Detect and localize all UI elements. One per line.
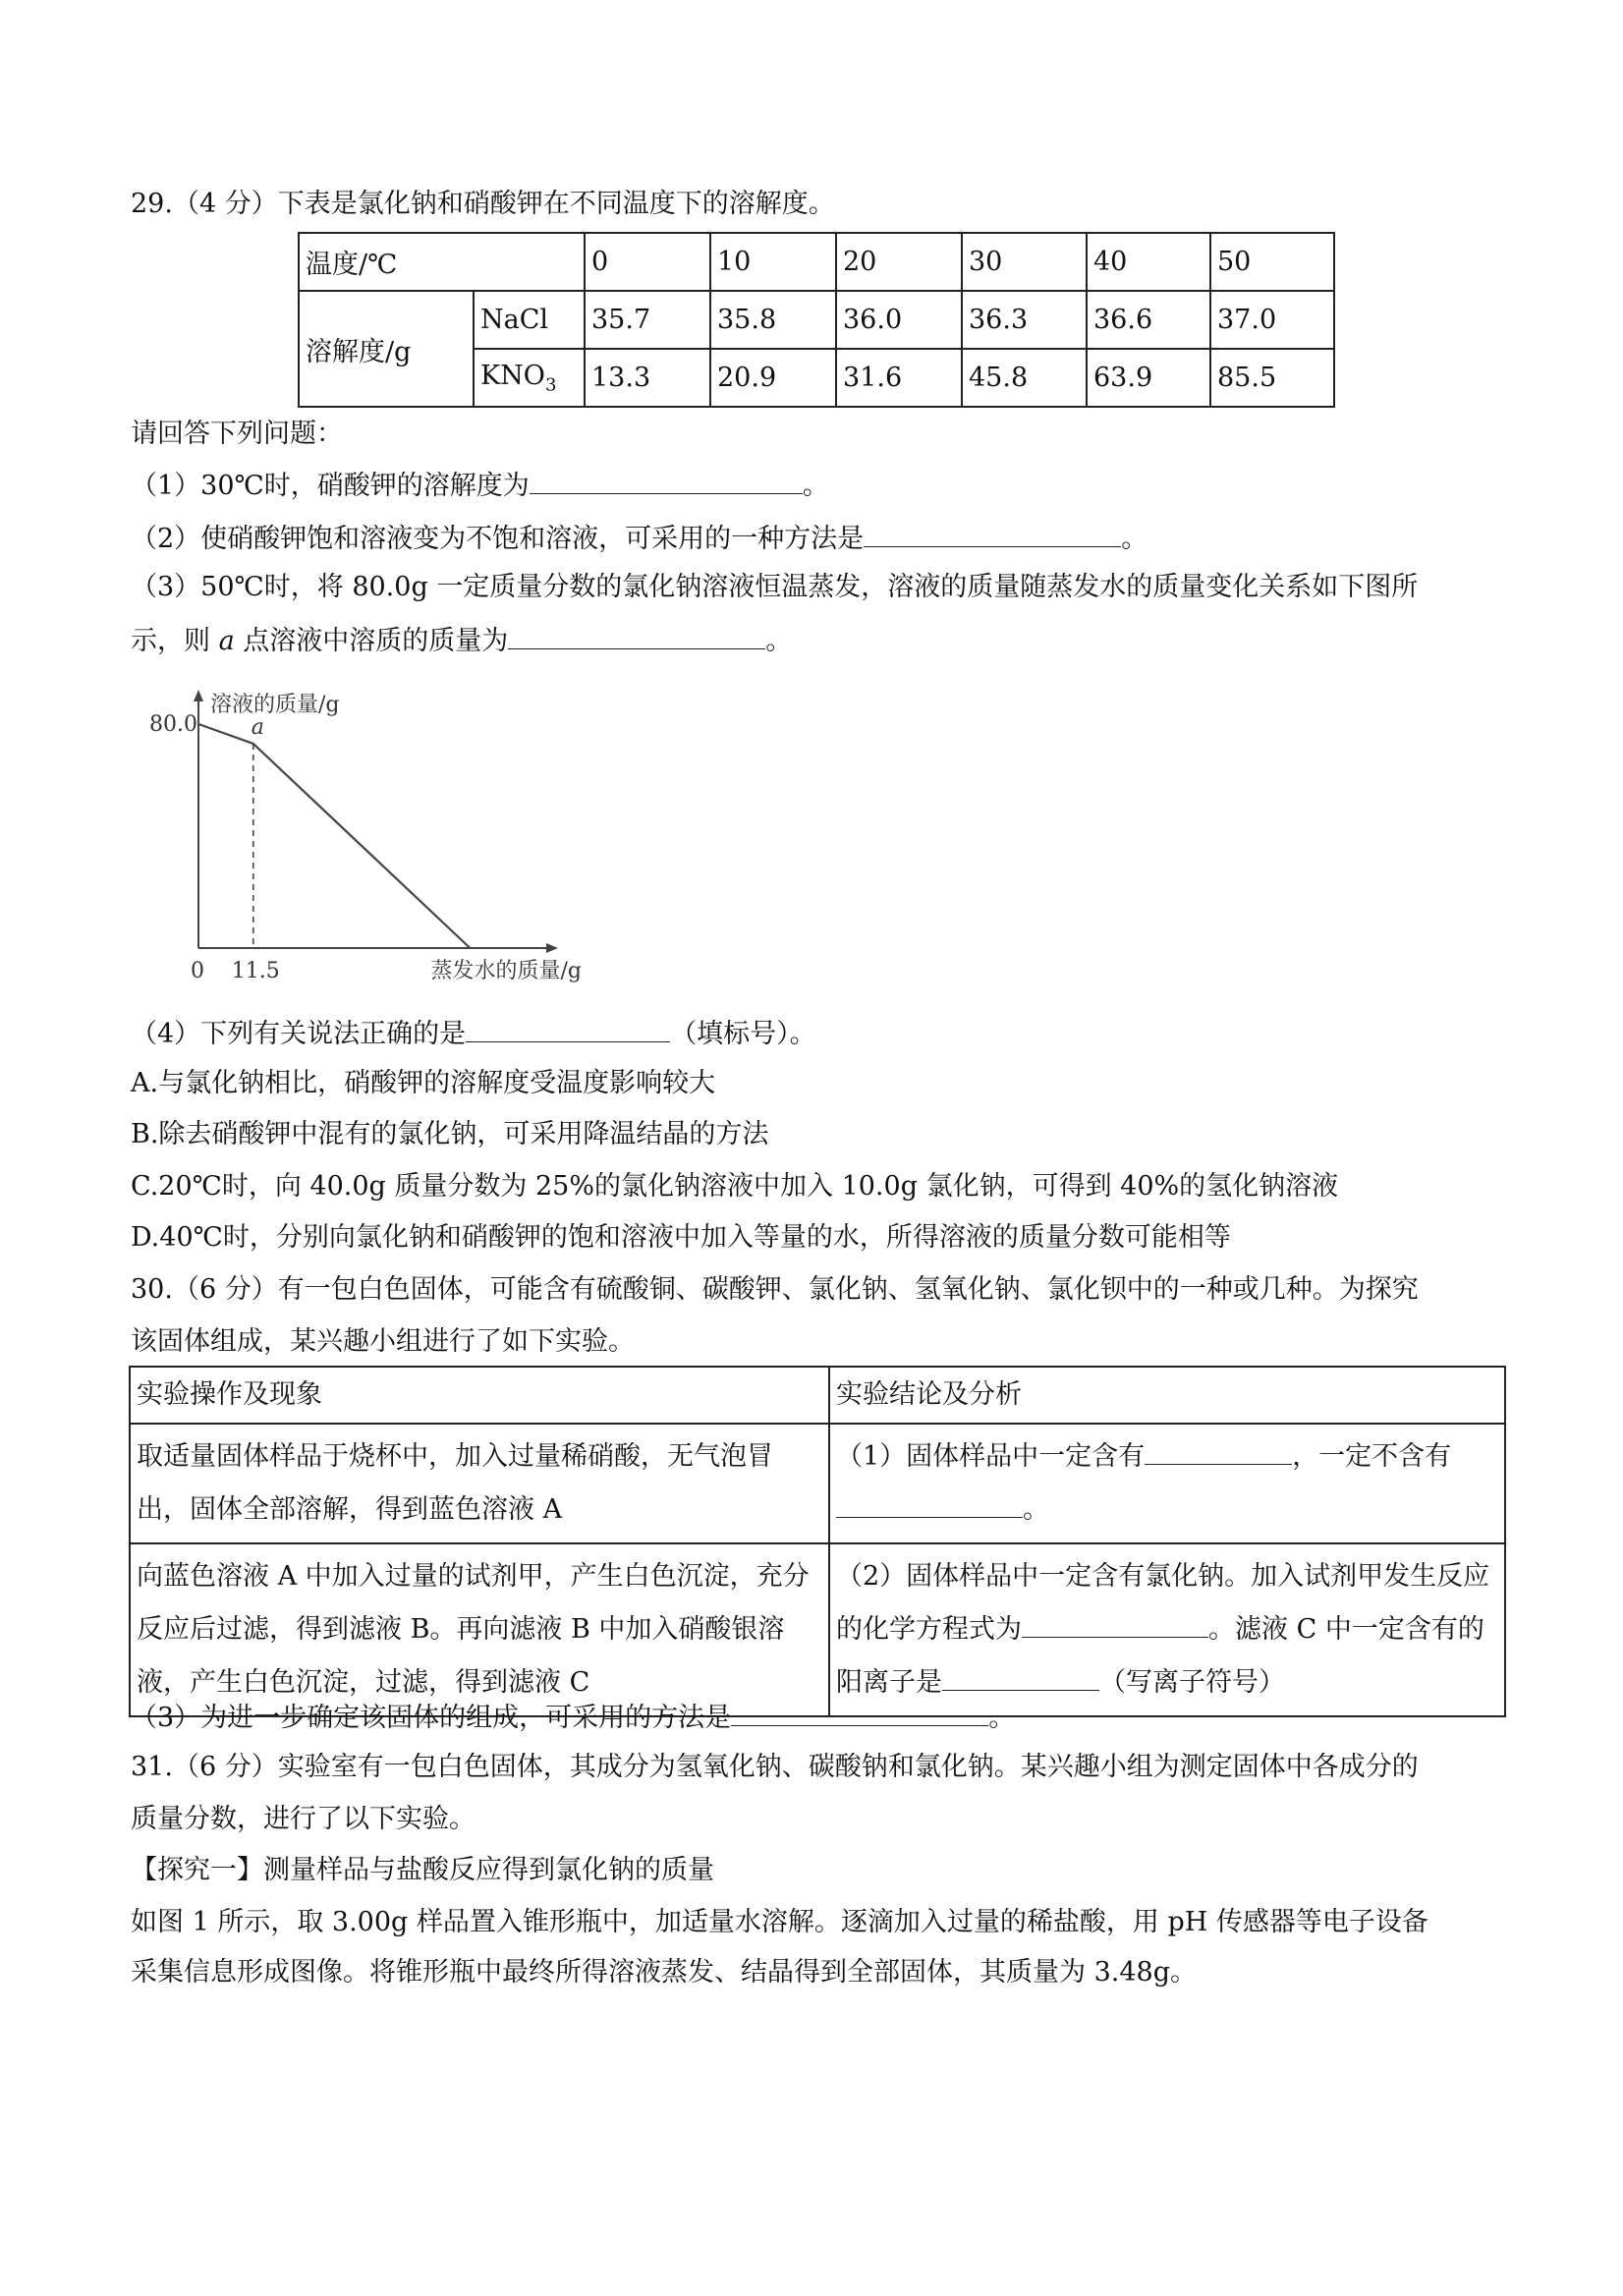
- answer-blank[interactable]: [508, 623, 765, 649]
- table-row: [130, 1367, 1505, 1424]
- table-cell: 45.8: [962, 349, 1087, 407]
- table-cell: （1）固体样品中一定含有 ，一定不含有 。: [829, 1424, 1505, 1543]
- kno3-label: $KNO_3$: [474, 349, 585, 407]
- table-cell: 37.0: [1210, 291, 1334, 349]
- table-cell: 35.8: [710, 291, 836, 349]
- table-cell: 20: [836, 233, 962, 291]
- q30-sub3: （3）为进一步确定该固体的组成，可采用的方法是 。: [131, 1700, 1015, 1736]
- answer-blank[interactable]: [864, 521, 1121, 547]
- q29-prompt: 请回答下列问题：: [131, 419, 343, 449]
- q31-line4: 如图 1 所示，取 3.00g 样品置入锥形瓶中，加适量水溶解。逐滴加入过量的稀盐酸，用 pH 传感器等电子设备: [131, 1907, 1428, 1937]
- nacl-label: NaCl: [474, 291, 585, 349]
- answer-blank[interactable]: [731, 1700, 988, 1726]
- table-cell: 31.6: [836, 349, 962, 407]
- answer-blank[interactable]: [942, 1664, 1099, 1691]
- option-a: A.与氯化钠相比，硝酸钾的溶解度受温度影响较大: [131, 1068, 716, 1098]
- answer-blank[interactable]: [836, 1491, 1023, 1518]
- q30-line2: 该固体组成，某兴趣小组进行了如下实验。: [131, 1326, 635, 1357]
- table-row: [299, 291, 1334, 349]
- table-cell: （2）固体样品中一定含有氯化钠。加入试剂甲发生反应的化学方程式为 。滤液 C 中一定含有的阳离子是 （写离子符号）: [829, 1543, 1505, 1716]
- q31-line3: 【探究一】测量样品与盐酸反应得到氯化钠的质量: [131, 1855, 714, 1885]
- q31-line5: 采集信息形成图像。将锥形瓶中最终所得溶液蒸发、结晶得到全部固体，其质量为 3.48g。: [131, 1957, 1197, 1988]
- x-axis-arrow: [546, 943, 558, 953]
- table-header: 实验操作及现象: [130, 1367, 829, 1424]
- option-d: D.40℃时，分别向氯化钠和硝酸钾的饱和溶液中加入等量的水，所得溶液的质量分数可能相等: [131, 1222, 1231, 1253]
- solubility-table: [298, 232, 1335, 408]
- answer-blank[interactable]: [1145, 1438, 1292, 1465]
- table-row: [130, 1543, 1505, 1716]
- experiment-table: [129, 1366, 1506, 1717]
- q29-sub3-line1: （3）50℃时，将 80.0g 一定质量分数的氯化钠溶液恒温蒸发，溶液的质量随蒸发水的质量变化关系如下图所: [131, 572, 1419, 602]
- table-cell: 向蓝色溶液 A 中加入过量的试剂甲，产生白色沉淀，充分反应后过滤，得到滤液 B。再向滤液 B 中加入硝酸银溶液，产生白色沉淀，过滤，得到滤液 C: [130, 1543, 829, 1716]
- answer-blank[interactable]: [466, 1016, 670, 1042]
- table-cell: 36.3: [962, 291, 1087, 349]
- y-axis-label: 溶液的质量/g: [210, 693, 340, 717]
- table-cell: 取适量固体样品于烧杯中，加入过量稀硝酸，无气泡冒出，固体全部溶解，得到蓝色溶液 A: [130, 1424, 829, 1543]
- table-row: [299, 233, 1334, 291]
- x-axis-label: 蒸发水的质量/g: [430, 959, 582, 983]
- solubility-header: 溶解度/g: [299, 291, 474, 407]
- y-axis-arrow: [194, 690, 203, 701]
- option-b: B.除去硝酸钾中混有的氯化钠，可采用降温结晶的方法: [131, 1119, 769, 1149]
- q29-sub3-line2: 示，则 a 点溶液中溶质的质量为 。: [131, 623, 792, 659]
- table-cell: 20.9: [710, 349, 836, 407]
- table-cell: 40: [1087, 233, 1210, 291]
- q31-line1: 31.（6 分）实验室有一包白色固体，其成分为氢氧化钠、碳酸钠和氯化钠。某兴趣小组为测定固体中各成分的: [131, 1752, 1419, 1782]
- x-origin-label: 0: [191, 959, 204, 983]
- table-cell: 13.3: [585, 349, 710, 407]
- table-header: 实验结论及分析: [829, 1367, 1505, 1424]
- q29-sub4: （4）下列有关说法正确的是 （填标号）。: [131, 1016, 816, 1052]
- table-cell: 50: [1210, 233, 1334, 291]
- table-cell: 10: [710, 233, 836, 291]
- q30-line1: 30.（6 分）有一包白色固体，可能含有硫酸铜、碳酸钾、氯化钠、氢氧化钠、氯化钡中的一种或几种。为探究: [131, 1274, 1419, 1305]
- x-tick-label: 11.5: [231, 959, 280, 983]
- table-cell: 35.7: [585, 291, 710, 349]
- answer-blank[interactable]: [530, 468, 803, 494]
- y-tick-label: 80.0: [149, 712, 197, 737]
- q29-intro: 29.（4 分）下表是氯化钠和硝酸钾在不同温度下的溶解度。: [131, 189, 835, 219]
- q29-sub2: （2）使硝酸钾饱和溶液变为不饱和溶液，可采用的一种方法是 。: [131, 521, 1147, 557]
- answer-blank[interactable]: [1022, 1611, 1208, 1638]
- table-cell: 36.6: [1087, 291, 1210, 349]
- series-line: [198, 724, 470, 948]
- table-row: [130, 1424, 1505, 1543]
- table-cell: 63.9: [1087, 349, 1210, 407]
- table-cell: 36.0: [836, 291, 962, 349]
- table-cell: 0: [585, 233, 710, 291]
- q29-sub1: （1）30℃时，硝酸钾的溶解度为 。: [131, 468, 829, 504]
- point-label: a: [251, 714, 264, 740]
- q31-line2: 质量分数，进行了以下实验。: [131, 1804, 476, 1834]
- evaporation-chart: [147, 678, 599, 992]
- table-cell: 85.5: [1210, 349, 1334, 407]
- option-c: C.20℃时，向 40.0g 质量分数为 25%的氯化钠溶液中加入 10.0g 氯化钠，可得到 40%的氢化钠溶液: [131, 1171, 1339, 1202]
- table-cell: 30: [962, 233, 1087, 291]
- temp-header: 温度/℃: [299, 233, 585, 291]
